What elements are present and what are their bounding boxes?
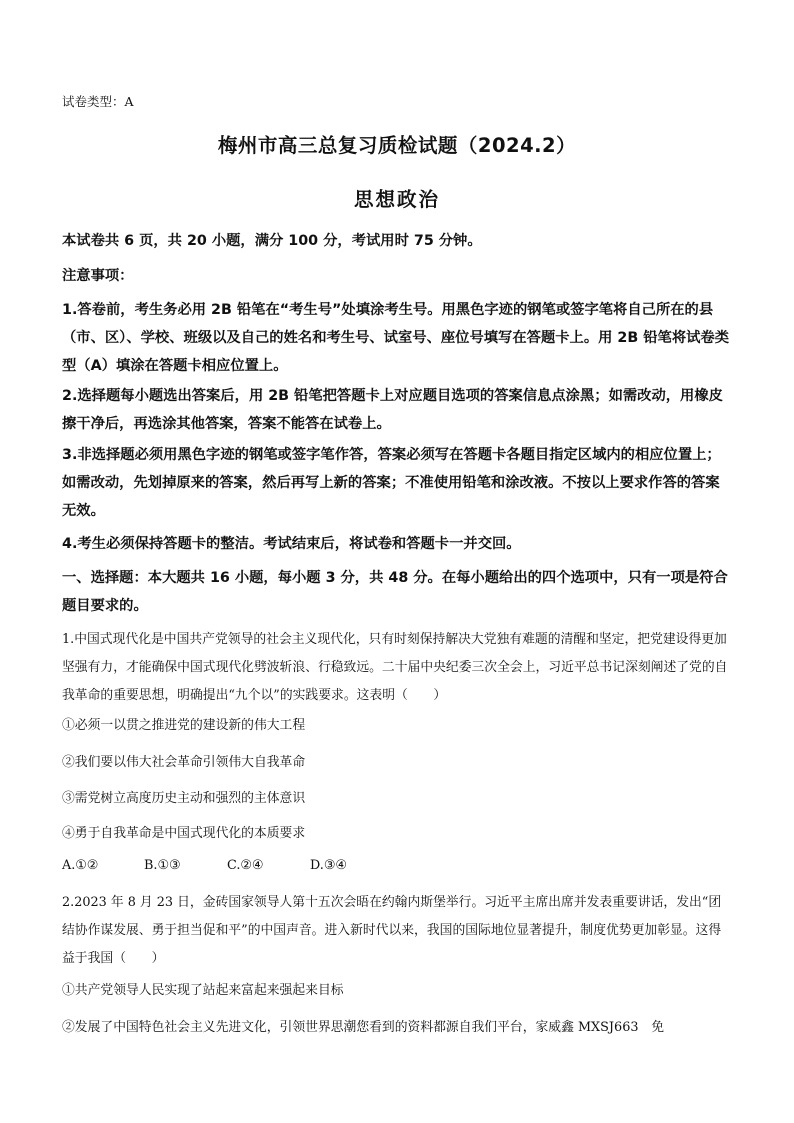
exam-intro: 本试卷共 6 页，共 20 小题，满分 100 分，考试用时 75 分钟。 [62, 233, 482, 249]
question-1-choices [62, 858, 347, 873]
notice-heading: 注意事项： [62, 268, 134, 284]
question-2-item: ①共产党领导人民实现了站起来富起来强起来目标 [62, 983, 344, 998]
exam-title: 梅州市高三总复习质检试题（2024.2） [217, 134, 577, 157]
notice-2: 2.选择题每小题选出答案后，用 2B 铅笔把答题卡上对应题目选项的答案信息点涂黑；如需改动，用橡皮擦干净后，再选涂其他答案，答案不能答在试卷上。 [62, 388, 723, 432]
choice-c: C.②④ [227, 858, 264, 873]
paper-type: 试卷类型：A [62, 94, 134, 109]
question-1-item: ①必须一以贯之推进党的建设新的伟大工程 [62, 718, 306, 733]
question-2-item: ②发展了中国特色社会主义先进文化，引领世界思潮您看到的资料都源自我们平台，家威鑫 MXSJ663 免 [62, 1020, 665, 1035]
choice-d: D.③④ [310, 858, 347, 873]
question-1-item: ③需党树立高度历史主动和强烈的主体意识 [62, 791, 306, 806]
question-1-stem: 1.中国式现代化是中国共产党领导的社会主义现代化，只有时刻保持解决大党独有难题的清醒和坚定，把党建设得更加坚强有力，才能确保中国式现代化劈波斩浪、行稳致远。二十届中央纪委三次全会上，习近平总书记深刻阐述了党的自我革命的重要思想，明确提出“九个以”的实践要求。这表明（ ） [62, 632, 728, 703]
question-2-stem: 2.2023 年 8 月 23 日，金砖国家领导人第十五次会晤在约翰内斯堡举行。习近平主席出席并发表重要讲话，发出“团结协作谋发展、勇于担当促和平”的中国声音。进入新时代以来，我国的国际地位显著提升，制度优势更加彰显。这得益于我国（ ） [62, 895, 722, 966]
section-heading: 一、选择题：本大题共 16 小题，每小题 3 分，共 48 分。在每小题给出的四个选项中，只有一项是符合题目要求的。 [62, 570, 728, 614]
choice-a: A.①② [62, 858, 99, 873]
notice-3: 3.非选择题必须用黑色字迹的钢笔或签字笔作答，答案必须写在答题卡各题目指定区域内的相应位置上；如需改动，先划掉原来的答案，然后再写上新的答案；不准使用铅笔和涂改液。不按以上要求作答的答案无效。 [62, 447, 721, 519]
choice-b: B.①③ [144, 858, 181, 873]
question-1-item: ④勇于自我革命是中国式现代化的本质要求 [62, 826, 306, 841]
question-1-item: ②我们要以伟大社会革命引领伟大自我革命 [62, 755, 306, 770]
notice-1: 1.答卷前，考生务必用 2B 铅笔在“考生号”处填涂考生号。用黑色字迹的钢笔或签字笔将自己所在的县（市、区）、学校、班级以及自己的姓名和考生号、试室号、座位号填写在答题卡上。用 2B 铅笔将试卷类型（A）填涂在答题卡相应位置上。 [62, 302, 730, 374]
notice-4: 4.考生必须保持答题卡的整洁。考试结束后，将试卷和答题卡一并交回。 [62, 536, 521, 552]
subject-title: 思想政治 [353, 188, 440, 211]
